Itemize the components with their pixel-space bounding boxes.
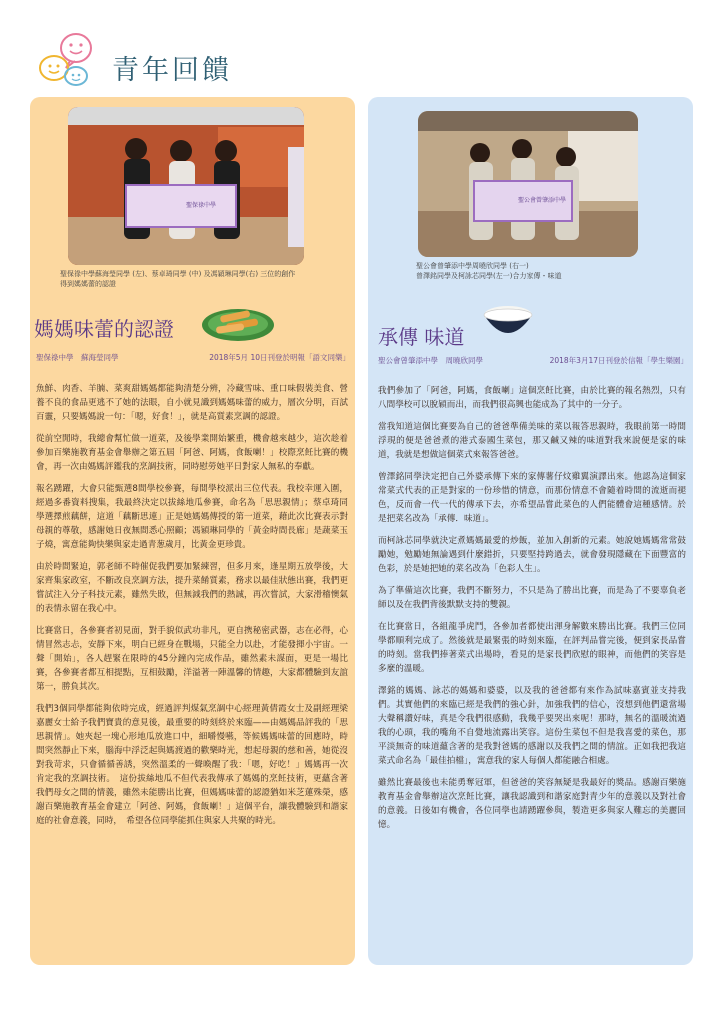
left-article-panel [30,97,355,965]
left-publish-date: 2018年5月 10日刊登於明報「語文同樂」 [209,353,350,362]
right-paragraph: 當我知道這個比賽要為自己的爸爸準備美味的菜以報答思親時，我眼前第一時間浮現的便是爸爸煮的港式泰國生菜包，那又鹹又辣的味道對我來說便是家的味道，我就是想做這個菜式來報答爸爸。 [378,422,686,460]
right-paragraph: 澤銘的媽媽、詠芯的媽媽和婆婆，以及我的爸爸都有來作為試味嘉賓並支持我們。其實他們的來臨已經是我們的強心針，加強我們的信心，沒想到他們還當場大聲稱讚好味，真是令我們很感動，我幾乎要哭出來呢！那時，無名的溫暖流過我的心頭，我的嘴角不自覺地流露出笑容。這份生菜包不但是我喜愛的菜色，那平淡無奇的味道蘊含著的是我對爸媽的感謝以及我們之間的情誼。正如我把我這菜式命名為「最佳拍檔」，寓意我的家人每個人都能融合相處。 [378,686,686,766]
left-paragraph: 從前空閒時，我總會幫忙做一道菜，及後學業開始繁重，機會越來越少，這次趁着參加百樂施教育基金會舉辦之第五屆「阿爸、阿媽，食飯喇！」校際烹飪比賽的機會，再一次由媽媽評鑑我的烹調技術，同時慰勞她平日對家人無私的奉獻。 [36,434,348,472]
left-paragraph: 由於時間緊迫，郭老師不時催促我們要加緊練習，但多月來，逢星期五放學後，大家齊集家政室，不斷改良烹調方法，提升菜餚質素，務求以最佳狀態出賽，我們更嘗試注入分子科技元素，雖然失敗，但無減我們的熱誠，再次嘗試，大家滑稽懊氣的表情永留在我心中。 [36,562,348,614]
right-paragraph: 而柯詠芯同學就決定煮媽媽最愛的炒飯，並加入創新的元素。她說她媽媽常常鼓勵她，勉勵她無論遇到什麼錯折，只要堅持跨過去，就會發現隱藏在下面豐富的色彩，於是她把她的菜名改為「色彩人生」。 [378,536,686,574]
right-photo-caption-line: 聖公會曾肇添中學周曉欣同學 (右一) [416,262,529,270]
sweet-potato-dish-icon [198,295,278,347]
right-paragraph: 雖然比賽最後也未能勇奪冠軍，但爸爸的笑容無疑是我最好的獎品。感謝百樂施教育基金會舉辦這次烹飪比賽，讓我認識到和諧家庭對青少年的意義以及對社會的意義。日後如有機會，各位同學也請踴躍參與，製造更多與家人難忘的美麗回憶。 [378,778,686,830]
right-paragraph: 曾澤銘同學決定把自己外婆承傳下來的家傳薯仔炆雞翼演譯出來。他認為這個家常菜式代表的正是對家的一份珍惜的情意，而那份情意不會隨着時間的流逝而褪色，反而會一代一代的傳承下去，亦希望品嘗此菜色的人們能體會這種感情。於是把菜名改為「承傳．味道」。 [378,472,686,524]
page-title: 青年回饋 [112,55,232,86]
award-board-label: 聖公會曾肇添中學 [518,197,567,204]
right-paragraph: 為了準備這次比賽，我們不斷努力，不只是為了勝出比賽，而是為了不要辜負老師以及在我們背後默默支持的雙親。 [378,586,686,610]
left-byline: 聖保祿中學 蘇海瑩同學 [36,353,119,362]
award-board-label: 聖保祿中學 [186,202,217,209]
left-article-photo [68,107,304,265]
left-paragraph: 比賽當日，各參賽者初見面，對手貌似武功非凡，更自携秘密武器，志在必得，心情冒然志忐，安靜下來，明白已經身在戰場，只能全力以赴，才能發揮小宇宙。一聲「開始」，各人趕緊在限時的45分鐘內完成作品，雖然素未謀面，更是一場比賽，各參賽者都互相提點，互相鼓勵，洋溢著一陣溫馨的情趣，大家都體驗到友誼第一，勝負其次。 [36,626,348,692]
right-publish-date: 2018年3月17日刊登於信報「學生樂園」 [549,356,688,365]
left-photo-caption: 聖保祿中學蘇海瑩同學 (左)、蔡卓琦同學 (中) 及馮穎琳同學(右) 三位的創作得到媽媽蕾的認證 [60,270,296,288]
right-article-body [378,384,686,840]
left-article-title: 媽媽味蕾的認證 [34,317,174,341]
left-paragraph: 報名踴躍，大會只能甄選8間學校參賽，每間學校派出三位代表。我校幸運入圍，經過多番資料搜集，我最終決定以拔絲地瓜參賽，命名為「思思親情」；蔡卓琦同學選擇煎藕餅，這道「藕斷思連」正是她媽媽傳授的第一道菜，藉此次比賽表示對母親的尊敬，感謝她日夜無間悉心照顧；馮穎琳同學的「黃金時間長廊」是蔬菜玉子燒，寓意能夠快樂與家走過青葱歲月，比黃金更珍貴。 [36,484,348,550]
page-header [32,30,432,90]
rice-bowl-icon [478,299,538,345]
right-paragraph: 在比賽當日，各組龍爭虎鬥，各參加者都使出渾身解數來勝出比賽。我們三位同學都順利完成了。然後就是最緊張的時刻來臨，在評判品嘗完後，便到家長品嘗的時刻。當我們捧著菜式出場時，看見的是家長們欣慰的眼神，而他們的笑容是多麼的溫暖。 [378,622,686,674]
right-photo-caption [416,261,656,281]
right-byline: 聖公會曾肇添中學 周曉欣同學 [378,356,483,365]
left-article-body [36,382,348,836]
right-article-photo [418,111,638,257]
right-photo-caption-line: 曾澤銘同學及柯詠芯同學(左一)合力家傳・味道 [416,272,562,280]
right-article-title: 承傳 味道 [378,325,465,349]
right-paragraph: 我們參加了「阿爸，阿媽，食飯喇」這個烹飪比賽，由於比賽的報名熱烈，只有八間學校可以脫穎而出，而我們很高興也能成為了其中的一分子。 [378,386,686,410]
speech-bubbles-icon [32,30,102,90]
left-paragraph: 魚鮮、肉香、羊腩、菜爽甜媽媽都能夠清楚分辨，冷藏雪味、重口味假裝美食、營養不良的食品更逃不了她的法眼，自小就見識到媽媽味蕾的威力，層次分明，百試百靈，只要媽媽說一句：「嗯，好食！」，就是高質素烹調的認證。 [36,384,348,422]
right-article-panel [368,97,693,965]
left-paragraph: 我們3個同學都能夠依時完成，經過評判煤氣烹調中心經理黃倩霞女士及副經理梁嘉麗女士給予我們寶貴的意見後，最重要的時刻終於來臨——由媽媽品評我的「思思親情」。她夾起一塊心形地瓜放進口中，細嚼慢嚥，等候媽媽味蕾的回應時，時間突然靜止下來，腦海中浮泛起與媽渡過的歡樂時光，想起母親的慈和善，她從沒對我苛求，只會循循善誘，突然溫柔的一聲喚醒了我：「嗯，好吃！」媽媽再一次肯定我的烹調技術。 這份拔絲地瓜不但代表我傳承了媽媽的烹飪技術，更蘊含著我們母女之間的情義，雖然未能勝出比賽，但媽媽味蕾的認證猶如米芝蓮殊榮，感謝百樂施教育基金會建立「阿爸、阿媽，食飯喇！」這個平台，讓我體驗到和諧家庭的社會意義，同時， 希望各位同學能抓住與家人共聚的時光。 [36,704,348,826]
